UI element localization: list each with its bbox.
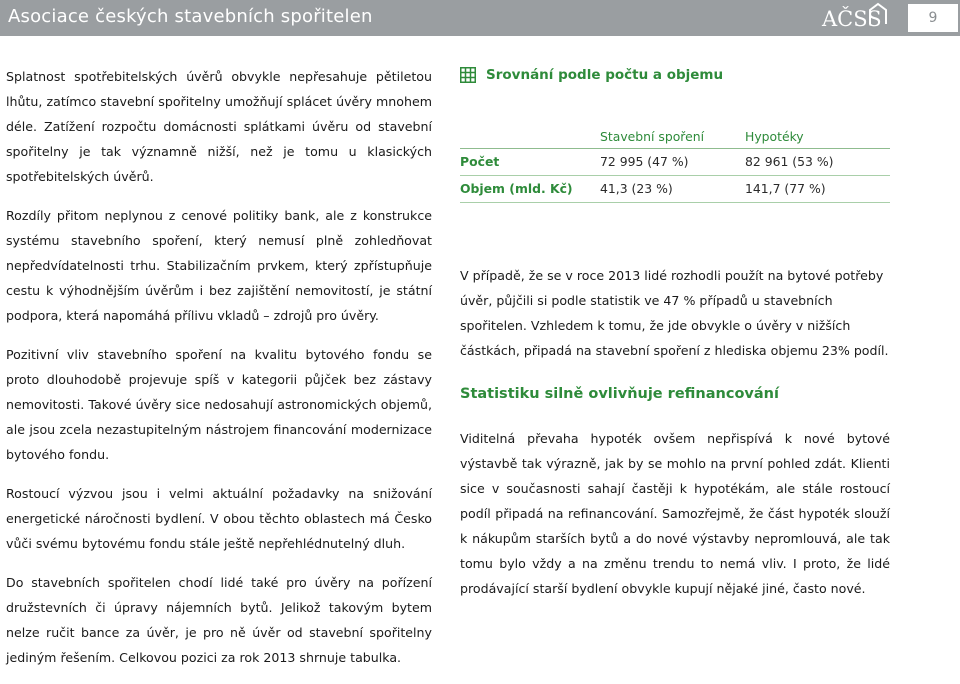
page-number: 9 — [908, 4, 958, 32]
row-label: Počet — [460, 148, 600, 175]
right-column — [460, 60, 890, 596]
comparison-table — [460, 126, 890, 203]
section-heading-refinancing: Statistiku silně ovlivňuje refinancování — [460, 386, 779, 402]
cell-hypoteky: 141,7 (77 %) — [745, 175, 890, 202]
header-band — [0, 0, 960, 36]
table-header-row — [460, 126, 890, 148]
table-grid-icon — [460, 67, 476, 83]
paragraph-refinancing: Viditelná převaha hypoték ovšem nepřispívá k nové bytové výstavbě tak výrazně, jak by se mohlo na první pohled zdát. Klienti sice v současnosti sahají častěji k hypotékám, ale stále rostoucí podíl připadá na refinancování. Samozřejmě, že část hypoték slouží k nákupům starších bytů a do nové výstavby nepromlouvá, ale tak tomu bylo vždy a na změnu trendu to nemá vliv. I proto, že lidé prodávající starší bydlení obvykle kupují nějaké jiné, často nové. — [460, 431, 890, 596]
paragraph-cooperative: Do stavebních spořitelen chodí lidé také pro úvěry na pořízení družstevních či úpravy nájemních bytů. Jelikož takovým bytem nelze ručit bance za úvěr, je pro ně úvěr od stavební spořitelny jediným řešením. Celkovou pozici za rok 2013 shrnuje tabulka. — [6, 575, 432, 665]
table-row — [460, 175, 890, 202]
paragraph-statistics-2013: V případě, že se v roce 2013 lidé rozhodli použít na bytové potřeby úvěr, půjčili si podle statistik ve 47 % případů u stavebních spořitelen. Vzhledem k tomu, že jde obvykle o úvěry v nižších částkách, připadá na stavební spoření z hlediska objemu 23% podíl. — [460, 268, 889, 358]
header-title: Asociace českých stavebních spořitelen — [8, 6, 373, 27]
acss-logo-icon — [820, 2, 892, 32]
table-title: Srovnání podle počtu a objemu — [486, 67, 724, 83]
paragraph-housing-quality: Pozitivní vliv stavebního spoření na kvalitu bytového fondu se proto dlouhodobě projevuje spíš v kategorii půjček bez zástavy nemovitosti. Takové úvěry sice nedosahují astronomických objemů, ale jsou zcela nezastupitelným nástrojem financování modernizace bytového fondu. — [6, 347, 432, 462]
table-row — [460, 148, 890, 175]
svg-text:AČSS: AČSS — [822, 7, 882, 31]
table-header-empty — [460, 126, 600, 148]
paragraph-differences: Rozdíly přitom neplynou z cenové politiky bank, ale z konstrukce systému stavebního spoření, který nemusí plně zohledňovat nepředvídatelnosti trhu. Stabilizačním prvkem, který zpřístupňuje cestu k výhodnějším úvěrům i bez zajištění nemovitostí, je státní podpora, která napomáhá přílivu vkladů – zdrojů pro úvěry. — [6, 208, 432, 323]
cell-stavebni: 72 995 (47 %) — [600, 148, 745, 175]
cell-stavebni: 41,3 (23 %) — [600, 175, 745, 202]
cell-hypoteky: 82 961 (53 %) — [745, 148, 890, 175]
table-header — [460, 60, 890, 90]
left-column — [6, 64, 432, 684]
paragraph-loan-term: Splatnost spotřebitelských úvěrů obvykle nepřesahuje pětiletou lhůtu, zatímco stavební spořitelny umožňují splácet úvěry mnohem déle. Zatížení rozpočtu domácnosti splátkami úvěru od stavební spořitelny je tak významně nižší, než je tomu u klasických spotřebitelských úvěrů. — [6, 69, 432, 184]
table-header-hypoteky: Hypotéky — [745, 126, 890, 148]
row-label: Objem (mld. Kč) — [460, 175, 600, 202]
table-header-stavebni: Stavební spoření — [600, 126, 745, 148]
paragraph-energy: Rostoucí výzvou jsou i velmi aktuální požadavky na snižování energetické náročnosti bydlení. V obou těchto oblastech má Česko vůči svému bytovému fondu stále ještě nepřehlédnutelný dluh. — [6, 486, 432, 551]
